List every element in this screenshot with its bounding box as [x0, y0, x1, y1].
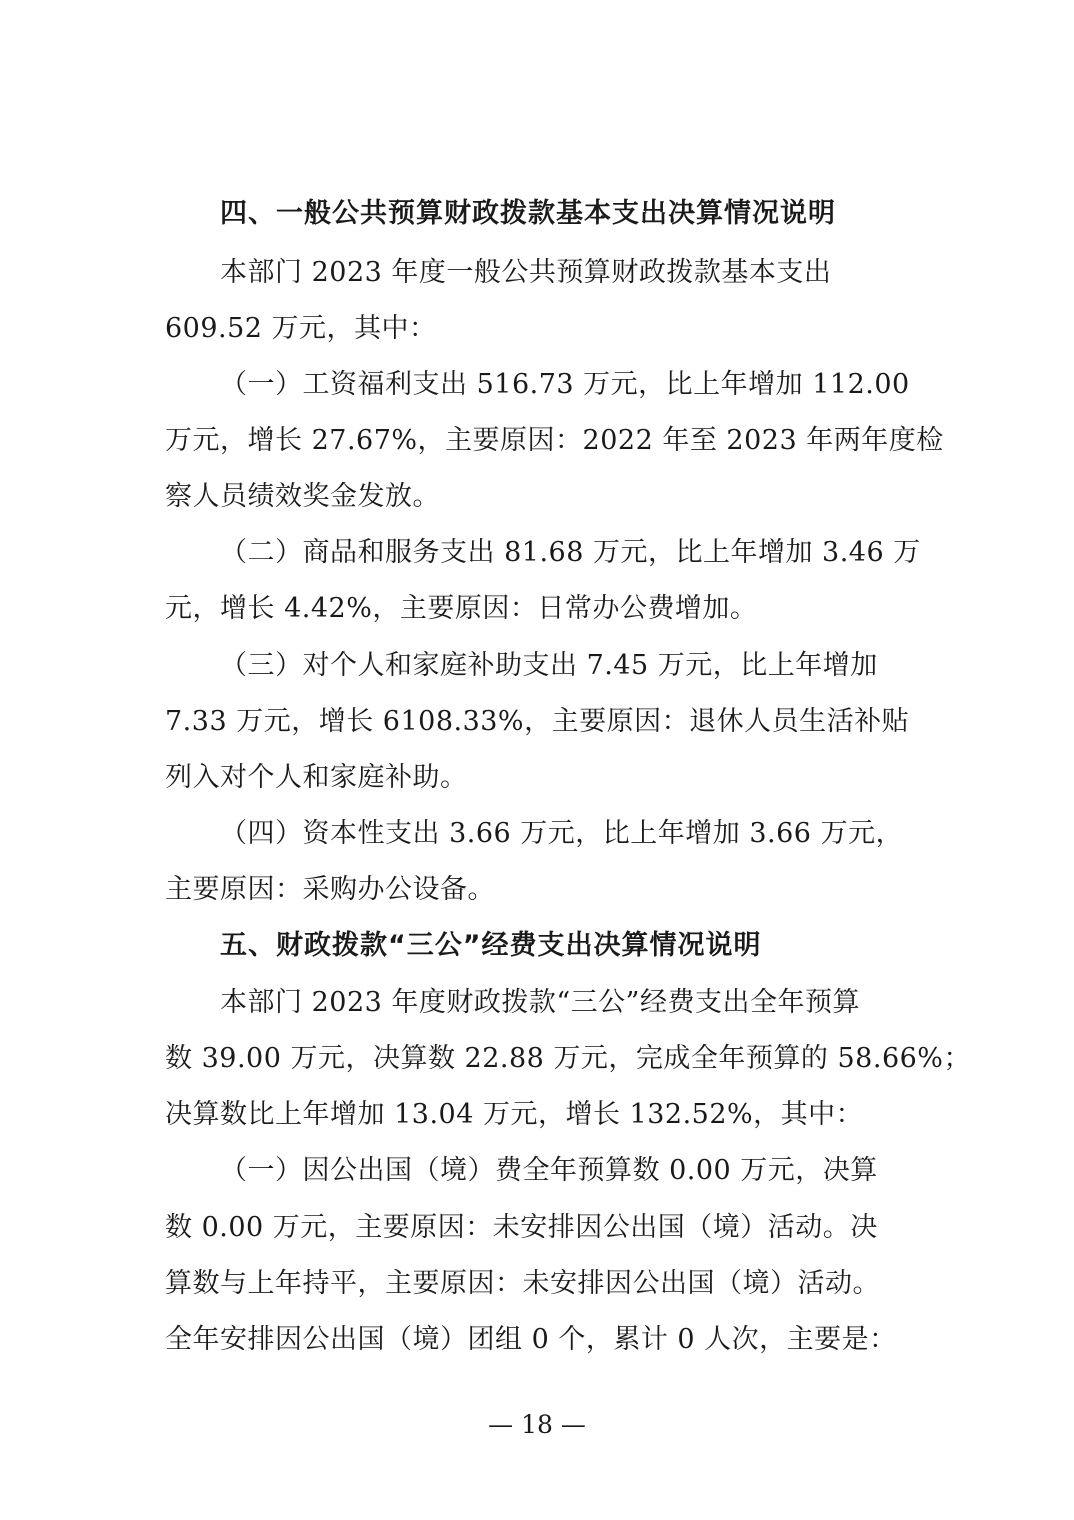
section-4-item-1-line-1: （一）工资福利支出 516.73 万元，比上年增加 112.00: [220, 369, 910, 400]
section-5-item-1-line-3: 算数与上年持平，主要原因：未安排因公出国（境）活动。: [165, 1268, 880, 1299]
section-4-item-2-line-2: 元，增长 4.42%，主要原因：日常办公费增加。: [165, 593, 758, 624]
section-4-intro-line-2: 609.52 万元，其中：: [165, 313, 437, 344]
section-4-item-3-line-1: （三）对个人和家庭补助支出 7.45 万元，比上年增加: [220, 650, 878, 681]
section-4-item-3-line-3: 列入对个人和家庭补助。: [165, 762, 468, 793]
section-5-intro-line-3: 决算数比上年增加 13.04 万元，增长 132.52%，其中：: [165, 1099, 864, 1130]
section-4-intro-line-1: 本部门 2023 年度一般公共预算财政拨款基本支出: [220, 257, 832, 288]
section-4-item-2-line-1: （二）商品和服务支出 81.68 万元，比上年增加 3.46 万: [220, 537, 921, 568]
section-4-item-3-line-2: 7.33 万元，增长 6108.33%，主要原因：退休人员生活补贴: [165, 706, 910, 737]
section-5-intro-line-1: 本部门 2023 年度财政拨款“三公”经费支出全年预算: [220, 987, 860, 1018]
section-5-intro-line-2: 数 39.00 万元，决算数 22.88 万元，完成全年预算的 58.66%；: [165, 1043, 971, 1074]
section-4-item-4-line-2: 主要原因：采购办公设备。: [165, 874, 495, 905]
section-4-item-1-line-3: 察人员绩效奖金发放。: [165, 481, 440, 512]
section-4-item-1-line-2: 万元，增长 27.67%，主要原因：2022 年至 2023 年两年度检: [165, 425, 944, 456]
section-5-item-1-line-2: 数 0.00 万元，主要原因：未安排因公出国（境）活动。决: [165, 1212, 878, 1243]
section-5-item-1-line-4: 全年安排因公出国（境）团组 0 个，累计 0 人次，主要是：: [165, 1324, 897, 1355]
page-number: — 18 —: [488, 1410, 586, 1439]
section-4-item-4-line-1: （四）资本性支出 3.66 万元，比上年增加 3.66 万元，: [220, 818, 904, 849]
section-4-heading: 四、一般公共预算财政拨款基本支出决算情况说明: [220, 198, 836, 229]
section-5-item-1-line-1: （一）因公出国（境）费全年预算数 0.00 万元，决算: [220, 1155, 878, 1186]
section-5-heading: 五、财政拨款“三公”经费支出决算情况说明: [220, 930, 762, 961]
